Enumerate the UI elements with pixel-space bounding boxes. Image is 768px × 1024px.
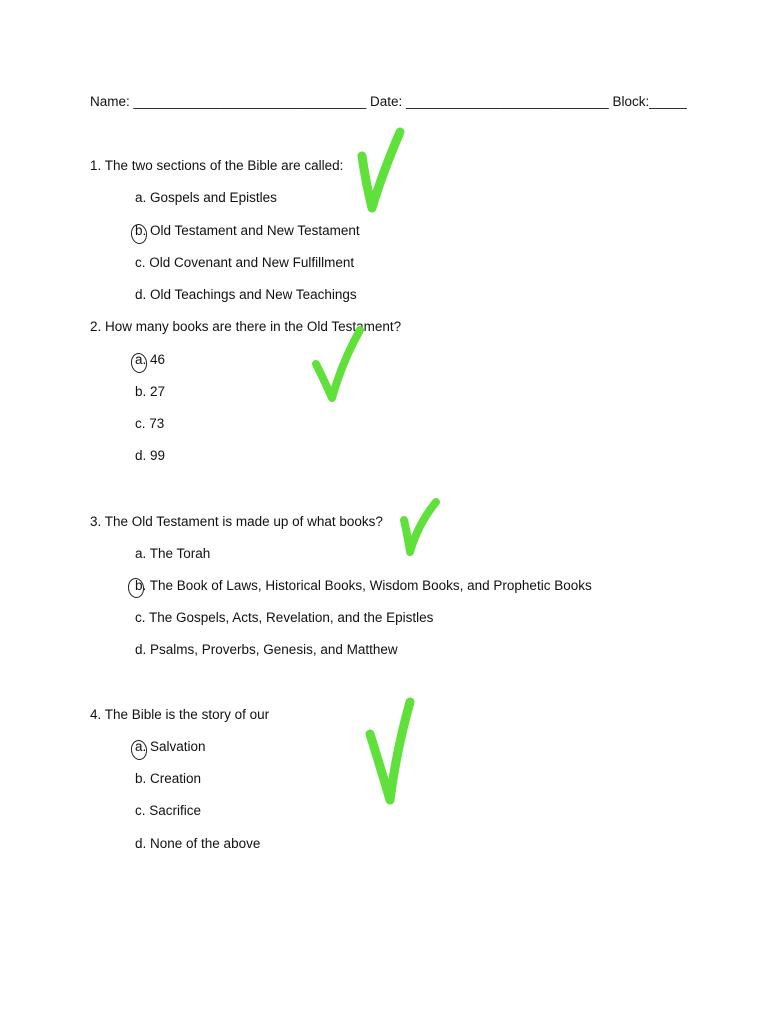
checkmark-icon (352, 124, 412, 220)
question-3-option-a: a. The Torah (135, 546, 211, 561)
checkmark-icon (360, 692, 422, 814)
question-1-option-b: b. Old Testament and New Testament (135, 223, 360, 238)
question-3-option-d: d. Psalms, Proverbs, Genesis, and Matthew (135, 642, 398, 657)
question-3-option-b: b. The Book of Laws, Historical Books, Wisdom Books, and Prophetic Books (135, 578, 592, 593)
question-2-option-a: a. 46 (135, 352, 166, 367)
question-2-prompt: 2. How many books are there in the Old Testament? (90, 319, 402, 334)
checkmark-icon (396, 494, 446, 562)
header-fields: Name: _______________________________ Date: ___________________________ Block:_____ (90, 94, 687, 109)
question-1-option-a: a. Gospels and Epistles (135, 190, 277, 205)
question-4-option-c: c. Sacrifice (135, 803, 202, 818)
question-2-option-d: d. 99 (135, 448, 166, 463)
question-1-option-d: d. Old Teachings and New Teachings (135, 287, 357, 302)
question-1-option-c: c. Old Covenant and New Fulfillment (135, 255, 355, 270)
question-4-option-a: a. Salvation (135, 739, 206, 754)
question-3-prompt: 3. The Old Testament is made up of what books? (90, 514, 383, 529)
question-4-option-b: b. Creation (135, 771, 202, 786)
question-2-option-b: b. 27 (135, 384, 166, 399)
checkmark-icon (308, 322, 370, 408)
question-1-prompt: 1. The two sections of the Bible are called: (90, 158, 344, 173)
question-4-prompt: 4. The Bible is the story of our (90, 707, 270, 722)
question-4-option-d: d. None of the above (135, 836, 261, 851)
question-2-option-c: c. 73 (135, 416, 165, 431)
question-3-option-c: c. The Gospels, Acts, Revelation, and the Epistles (135, 610, 434, 625)
